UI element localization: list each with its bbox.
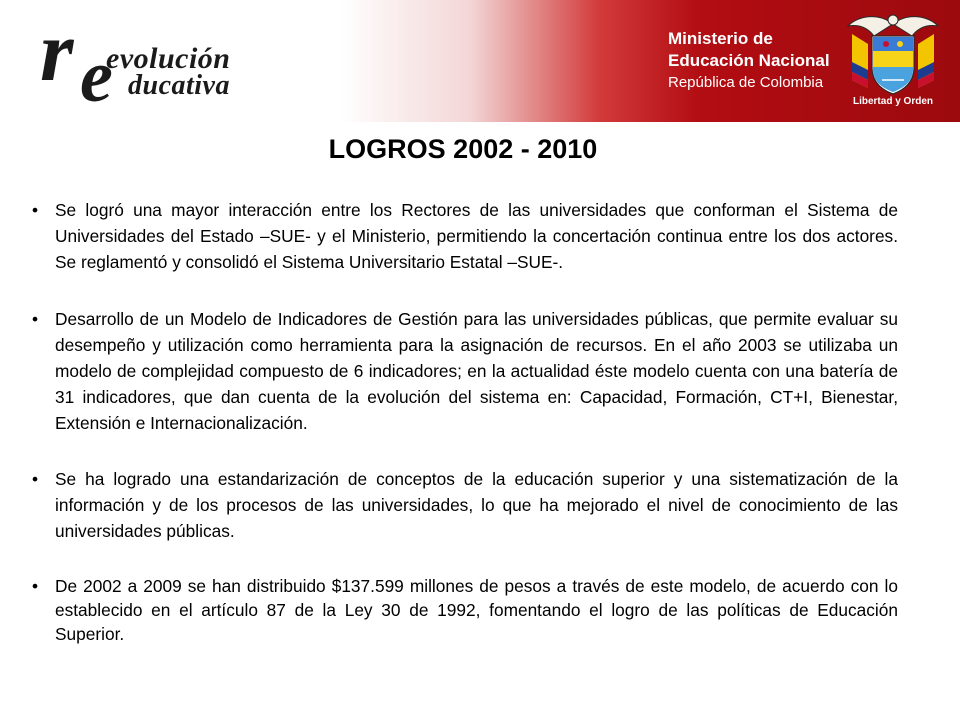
- list-item-text: De 2002 a 2009 se han distribuido $137.599 millones de pesos a través de este modelo, de acuerdo con lo establecido en el artículo 87 de la Ley 30 de 1992, fomentando el logro de las políticas de Educación Superior.: [55, 576, 898, 644]
- list-item-text: Desarrollo de un Modelo de Indicadores de Gestión para las universidades públicas, que permite evaluar su desempeño y utilización como herramienta para la asignación de recursos. En el año 2003 se utilizaba un modelo de complejidad compuesto de 6 indicadores; en la actualidad éste modelo cuenta con una batería de 31 indicadores, que dan cuenta de la evolución del sistema en: Capacidad, Formación, CT+I, Bienestar, Extensión e Internacionalización.: [55, 309, 898, 433]
- logo-word-evolucion: evolución: [106, 42, 231, 75]
- ministry-line-3: República de Colombia: [668, 74, 824, 91]
- bullet-marker: •: [32, 469, 39, 489]
- logo-letter-r: r: [40, 3, 74, 99]
- list-item: [32, 574, 898, 646]
- ministry-name: [668, 28, 838, 94]
- logo-letter-e: e: [80, 36, 113, 118]
- page-title: LOGROS 2002 - 2010: [328, 134, 598, 164]
- crest-motto: Libertad y Orden: [852, 96, 933, 107]
- bullet-marker: •: [32, 576, 39, 596]
- ministry-line-1: Ministerio de: [668, 29, 773, 48]
- logo-word-ducativa: ducativa: [128, 70, 230, 101]
- header-banner: [0, 0, 960, 122]
- bullet-marker: •: [32, 200, 39, 220]
- achievements-list: [32, 197, 898, 646]
- list-item: [32, 466, 898, 544]
- coat-of-arms-icon: [838, 10, 948, 98]
- list-item: [32, 197, 898, 275]
- list-item: [32, 306, 898, 436]
- list-item-text: Se logró una mayor interacción entre los Rectores de las universidades que conforman el Sistema de Universidades del Estado –SUE- y el Ministerio, permitiendo la concertación continua entre los dos actores. Se reglamentó y consolidó el Sistema Universitario Estatal –SUE-.: [55, 200, 898, 272]
- revolucion-educativa-logo: [40, 3, 300, 118]
- ministry-line-2: Educación Nacional: [668, 51, 830, 70]
- list-item-text: Se ha logrado una estandarización de conceptos de la educación superior y una sistematización de la información y de los procesos de las universidades, lo que ha mejorado el nivel de conocimiento de las universidades públicas.: [55, 469, 898, 541]
- colombia-coat-of-arms: [838, 10, 948, 114]
- bullet-marker: •: [32, 309, 39, 329]
